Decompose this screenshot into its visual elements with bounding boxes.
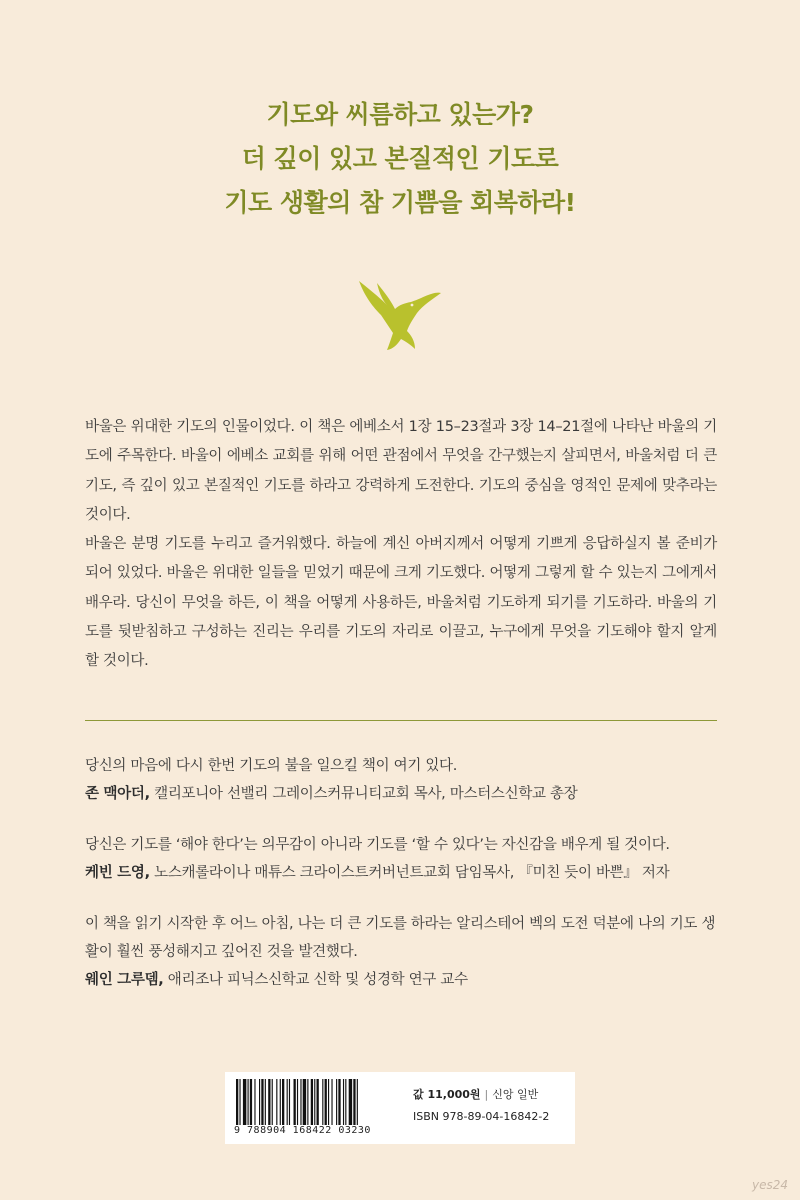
price: 값 11,000원 xyxy=(413,1088,481,1101)
endorsement-text: 이 책을 읽기 시작한 후 어느 아침, 나는 더 큰 기도를 하라는 알리스테어 벡의 도전 덕분에 나의 기도 생활이 훨씬 풍성해지고 깊어진 것을 발견했다. xyxy=(85,916,716,960)
headline-line-3: 기도 생활의 참 기쁨을 회복하라! xyxy=(224,188,576,217)
headline-line-1: 기도와 씨름하고 있는가? xyxy=(266,100,534,129)
category: 신앙 일반 xyxy=(492,1088,539,1101)
barcode-icon xyxy=(236,1079,408,1125)
watermark: yes24 xyxy=(751,1178,788,1192)
divider xyxy=(85,720,717,721)
headline xyxy=(0,93,800,225)
endorsement-text: 당신의 마음에 다시 한번 기도의 불을 일으킬 책이 여기 있다. xyxy=(85,758,458,774)
description xyxy=(85,413,717,677)
endorsement-author-title: 애리조나 피닉스신학교 신학 및 성경학 연구 교수 xyxy=(163,972,468,988)
description-paragraph-1: 바울은 위대한 기도의 인물이었다. 이 책은 에베소서 1장 15–23절과 3장 14–21절에 나타난 바울의 기도에 주목한다. 바울이 에베소 교회를 위해 어떤 관점에서 무엇을 간구했는지 살피면서, 바울처럼 더 큰 기도, 즉 깊이 있고 본질적인 기도를 하라고 강력하게 도전한다. 기도의 중심을 영적인 문제에 맞추라는 것이다. xyxy=(85,419,717,523)
endorsement-author xyxy=(85,859,725,887)
isbn: ISBN 978-89-04-16842-2 xyxy=(413,1110,550,1123)
price-block xyxy=(413,1084,549,1128)
endorsement-text: 당신은 기도를 ‘해야 한다’는 의무감이 아니라 기도를 ‘할 수 있다’는 자신감을 배우게 될 것이다. xyxy=(85,837,670,853)
endorsement-author-title: 노스캐롤라이나 매튜스 크라이스트커버넌트교회 담임목사, 『미친 듯이 바쁜』 저자 xyxy=(149,865,670,881)
endorsement xyxy=(85,752,725,808)
barcode-box xyxy=(225,1072,575,1144)
endorsement xyxy=(85,831,725,887)
endorsement-author-name: 존 맥아더, xyxy=(85,786,150,802)
endorsement-author-title: 캘리포니아 선밸리 그레이스커뮤니티교회 목사, 마스터스신학교 총장 xyxy=(149,786,578,802)
headline-line-2: 더 깊이 있고 본질적인 기도로 xyxy=(241,144,559,173)
endorsements xyxy=(85,752,725,1017)
endorsement xyxy=(85,910,725,994)
barcode-digits: 9 788904 168422 03230 xyxy=(234,1125,371,1136)
dove-icon xyxy=(357,275,443,351)
endorsement-author xyxy=(85,966,725,994)
endorsement-author-name: 웨인 그루뎀, xyxy=(85,972,164,988)
endorsement-author xyxy=(85,780,725,808)
price-separator: | xyxy=(484,1088,489,1101)
description-paragraph-2: 바울은 분명 기도를 누리고 즐거워했다. 하늘에 계신 아버지께서 어떻게 기쁘게 응답하실지 볼 준비가 되어 있었다. 바울은 위대한 일들을 믿었기 때문에 크게 기도했다. 어떻게 그렇게 할 수 있는지 그에게서 배우라. 당신이 무엇을 하든, 이 책을 어떻게 사용하든, 바울처럼 기도하게 되기를 기도하라. 바울의 기도를 뒷받침하고 구성하는 진리는 우리를 기도의 자리로 이끌고, 누구에게 무엇을 기도해야 할지 알게 할 것이다. xyxy=(85,536,717,670)
endorsement-author-name: 케빈 드영, xyxy=(85,865,150,881)
